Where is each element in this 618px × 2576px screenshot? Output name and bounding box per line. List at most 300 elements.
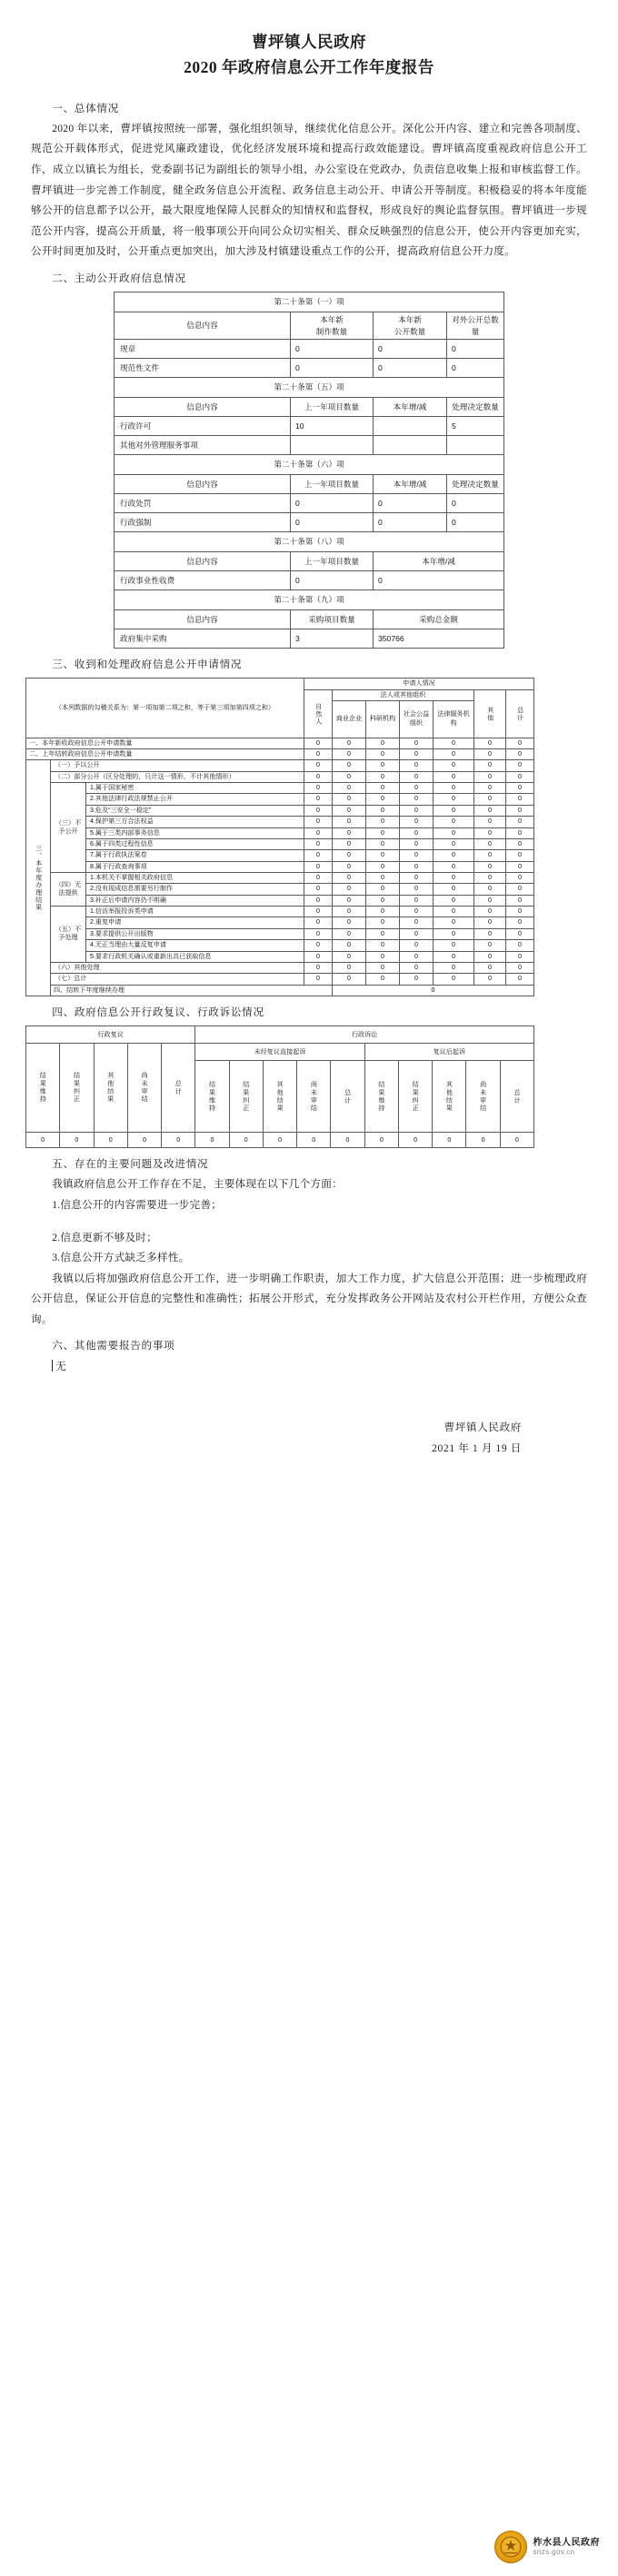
title-line-2: 2020 年政府信息公开工作年度报告 — [184, 58, 434, 77]
header-after-correct: 结果纠正 — [398, 1061, 432, 1133]
cell-value: 0 — [333, 861, 366, 872]
cell-value: 0 — [474, 895, 506, 906]
cell-value: 0 — [374, 359, 447, 378]
cell-value: 0 — [434, 850, 474, 861]
group-title-article20-1: 第二十条第（一）项 — [115, 292, 504, 312]
cell-value: 0 — [366, 962, 400, 973]
government-emblem-icon — [494, 2531, 527, 2563]
cell-value: 0 — [434, 749, 474, 760]
table-note: （本列数据的勾稽关系为：第一项加第二项之和，等于第三项加第四项之和） — [26, 679, 304, 738]
cell-value: 0 — [506, 928, 534, 939]
cell-value: 0 — [366, 771, 400, 782]
cell-value: 0 — [506, 817, 534, 827]
row-label: 5.属于三类内部事务信息 — [86, 827, 304, 838]
table-row — [115, 359, 504, 378]
cell-value: 350766 — [374, 629, 504, 649]
cell-value: 0 — [364, 1133, 398, 1148]
row-group-this-year-results: 三、本年度办理结果 — [26, 760, 51, 996]
cell-value: 0 — [333, 749, 366, 760]
col-header-change: 本年增/减 — [374, 475, 447, 494]
header-direct-pending: 尚未审结 — [297, 1061, 331, 1133]
cell-value: 0 — [400, 838, 434, 849]
header-direct-total: 总计 — [331, 1061, 364, 1133]
cell-value: 0 — [331, 1133, 364, 1148]
cell-value: 0 — [297, 1133, 331, 1148]
row-label: 规章 — [115, 340, 291, 359]
cell-value: 0 — [400, 738, 434, 748]
signature-block — [31, 1417, 587, 1459]
cell-value: 0 — [333, 962, 366, 973]
cell-value: 0 — [400, 771, 434, 782]
cell-value: 0 — [506, 760, 534, 771]
section-5-item-3: 3.信息公开方式缺乏多样性。 — [52, 1252, 190, 1264]
section-4-heading: 四、政府信息公开行政复议、行政诉讼情况 — [52, 1006, 264, 1018]
cell-value: 0 — [304, 749, 333, 760]
table-row — [115, 532, 504, 552]
header-direct-litigation: 未经复议直接起诉 — [195, 1044, 364, 1061]
table-row — [115, 417, 504, 436]
cell-value: 0 — [506, 940, 534, 951]
cell-value — [447, 436, 504, 455]
header-review-correct: 结果纠正 — [60, 1044, 94, 1133]
table-row — [26, 805, 534, 816]
cell-value: 0 — [506, 794, 534, 805]
cell-value: 0 — [474, 917, 506, 928]
cell-value: 0 — [366, 805, 400, 816]
cell-value: 0 — [333, 974, 366, 985]
col-header-change: 本年增/减 — [374, 398, 447, 417]
table-row — [115, 292, 504, 312]
header-administrative-litigation: 行政诉讼 — [195, 1026, 534, 1044]
col-header-new-disclosed — [374, 312, 447, 340]
cell-value: 0 — [162, 1133, 195, 1148]
cell-value: 0 — [304, 805, 333, 816]
cell-value: 0 — [506, 951, 534, 962]
cell-value: 0 — [304, 974, 333, 985]
cell-value: 0 — [506, 861, 534, 872]
cell-value: 0 — [433, 1133, 466, 1148]
cell-value: 0 — [434, 951, 474, 962]
cell-value: 0 — [94, 1133, 127, 1148]
cell-value: 0 — [400, 928, 434, 939]
cell-value: 0 — [60, 1133, 94, 1148]
group-title-article20-6: 第二十条第（六）项 — [115, 455, 504, 475]
cell-value: 0 — [366, 974, 400, 985]
cell-value: 0 — [304, 817, 333, 827]
cell-value: 0 — [333, 805, 366, 816]
header-legal-entity: 法人或其他组织 — [333, 689, 474, 700]
cell-value: 0 — [474, 951, 506, 962]
cell-value: 0 — [434, 771, 474, 782]
cell-value: 0 — [400, 794, 434, 805]
cell-value: 0 — [333, 884, 366, 895]
cell-value: 0 — [434, 817, 474, 827]
cell-value: 0 — [333, 817, 366, 827]
cell-value: 0 — [304, 951, 333, 962]
table-row — [26, 760, 534, 771]
table-row — [26, 861, 534, 872]
cell-value: 0 — [366, 951, 400, 962]
cell-value: 0 — [474, 771, 506, 782]
row-label: 3.补正后申请内容仍不明确 — [86, 895, 304, 906]
row-label-subtotal: （七）总计 — [51, 974, 304, 985]
cell-value: 0 — [366, 738, 400, 748]
header-direct-uphold: 结果维持 — [195, 1061, 229, 1133]
cell-value: 0 — [291, 340, 374, 359]
cell-value: 0 — [366, 749, 400, 760]
table-row — [115, 552, 504, 571]
table-row — [26, 794, 534, 805]
table-row — [26, 962, 534, 973]
cell-value: 0 — [474, 838, 506, 849]
table-row — [26, 907, 534, 917]
cell-value: 0 — [506, 884, 534, 895]
cell-value: 0 — [447, 513, 504, 532]
cell-value: 0 — [374, 571, 504, 590]
cell-value: 3 — [291, 629, 374, 649]
cell-value: 10 — [291, 417, 374, 436]
group-title-article20-5: 第二十条第（五）项 — [115, 378, 504, 398]
cell-value: 0 — [333, 951, 366, 962]
row-group-not-processed: （五）不予处理 — [51, 907, 86, 963]
row-group-unable-to-provide: （四）无法提供 — [51, 872, 86, 906]
table-row — [26, 884, 534, 895]
header-total: 总计 — [506, 689, 534, 738]
col-header-prev-year: 上一年项目数量 — [291, 475, 374, 494]
cell-value: 0 — [474, 738, 506, 748]
cell-value: 0 — [400, 884, 434, 895]
cell-value: 0 — [400, 783, 434, 794]
row-label: 1.信访举报投诉类申请 — [86, 907, 304, 917]
cell-value: 0 — [434, 907, 474, 917]
table-row — [26, 917, 534, 928]
cell-value: 0 — [400, 760, 434, 771]
cell-value: 0 — [474, 940, 506, 951]
table-row — [26, 771, 534, 782]
cell-value: 0 — [366, 940, 400, 951]
cell-value: 0 — [366, 917, 400, 928]
table-row — [26, 928, 534, 939]
section-5-closing: 我镇以后将加强政府信息公开工作，进一步明确工作职责，加大工作力度，扩大信息公开范围；进一步梳理政府公开信息，保证公开信息的完整性和准确性；拓展公开形式，充分发挥政务公开网站及农村公开栏作用，方便公众查询。 — [31, 1272, 587, 1325]
table-row — [26, 838, 534, 849]
cell-value: 0 — [474, 817, 506, 827]
cell-value: 0 — [434, 760, 474, 771]
spacer — [31, 1216, 587, 1228]
section-1-heading: 一、总体情况 — [52, 102, 119, 114]
cell-value: 0 — [474, 861, 506, 872]
cell-value: 0 — [474, 884, 506, 895]
row-label-other-handling: （六）其他处理 — [51, 962, 304, 973]
cell-value: 0 — [291, 513, 374, 532]
cell-value: 0 — [400, 805, 434, 816]
cell-value: 0 — [506, 738, 534, 748]
cell-value: 0 — [400, 749, 434, 760]
row-label: 行政处罚 — [115, 494, 291, 513]
cell-value: 0 — [474, 974, 506, 985]
cell-value: 0 — [333, 895, 366, 906]
header-review-uphold: 结果维持 — [26, 1044, 60, 1133]
cell-value: 0 — [434, 974, 474, 985]
cell-value: 0 — [26, 1133, 60, 1148]
col-header-total-disclosed: 对外公开总数量 — [447, 312, 504, 340]
section-2-heading: 二、主动公开政府信息情况 — [52, 272, 186, 285]
table-row — [115, 378, 504, 398]
row-label-new-received: 一、本年新收政府信息公开申请数量 — [26, 738, 304, 748]
cell-value: 0 — [374, 340, 447, 359]
cell-value: 0 — [304, 861, 333, 872]
table-disclosure-requests — [25, 678, 534, 996]
cell-value: 0 — [474, 850, 506, 861]
cell-value: 0 — [400, 861, 434, 872]
col-header-info-content: 信息内容 — [115, 610, 291, 629]
col-header-prev-year: 上一年项目数量 — [291, 398, 374, 417]
row-label: 8.属于行政查询事项 — [86, 861, 304, 872]
col-header-info-content: 信息内容 — [115, 475, 291, 494]
cell-value: 0 — [333, 940, 366, 951]
row-label-carry-next-year: 四、结转下年度继续办理 — [51, 985, 333, 996]
cell-value: 0 — [263, 1133, 296, 1148]
section-5-intro: 我镇政府信息公开工作存在不足，主要体现在以下几个方面： — [52, 1178, 343, 1191]
cell-value: 0 — [400, 974, 434, 985]
cell-value: 0 — [229, 1133, 263, 1148]
cell-value: 0 — [506, 850, 534, 861]
section-5-item-2: 2.信息更新不够及时； — [52, 1231, 157, 1243]
cell-value: 0 — [434, 783, 474, 794]
cell-value: 0 — [400, 951, 434, 962]
cell-value: 0 — [506, 907, 534, 917]
cell-value: 0 — [374, 494, 447, 513]
col-header-decisions: 处理决定数量 — [447, 398, 504, 417]
group-title-article20-9: 第二十条第（九）项 — [115, 590, 504, 610]
row-label: 其他对外管理服务事项 — [115, 436, 291, 455]
table-row — [26, 749, 534, 760]
cell-value: 0 — [400, 817, 434, 827]
cell-value: 0 — [366, 760, 400, 771]
table-row — [26, 940, 534, 951]
cell-value: 0 — [366, 794, 400, 805]
cell-value: 0 — [333, 850, 366, 861]
table-row — [26, 951, 534, 962]
col-header-info-content: 信息内容 — [115, 398, 291, 417]
header-after-uphold: 结果维持 — [364, 1061, 398, 1133]
section-6-value: 无 — [55, 1360, 67, 1372]
cell-value: 0 — [366, 827, 400, 838]
cell-value: 0 — [333, 783, 366, 794]
cell-value: 0 — [398, 1133, 432, 1148]
cell-value: 0 — [506, 917, 534, 928]
cell-value — [291, 436, 374, 455]
cell-value: 0 — [333, 838, 366, 849]
col-header-purchase-amount: 采购总金额 — [374, 610, 504, 629]
table-row — [26, 738, 534, 748]
cell-value: 0 — [333, 917, 366, 928]
col-header-line1: 本年新 — [320, 315, 344, 325]
row-label: 4.保护第三方合法权益 — [86, 817, 304, 827]
table-row — [26, 827, 534, 838]
row-label: 1.本机关不掌握相关政府信息 — [86, 872, 304, 883]
cell-value: 0 — [506, 749, 534, 760]
header-business-enterprise: 商业企业 — [333, 701, 366, 738]
cell-value — [374, 436, 447, 455]
cell-value: 0 — [434, 962, 474, 973]
cell-value-carry-next-year: 0 — [333, 985, 534, 996]
cell-value: 0 — [374, 513, 447, 532]
cell-value: 0 — [434, 917, 474, 928]
cell-value: 0 — [434, 928, 474, 939]
cell-value: 0 — [474, 872, 506, 883]
table-row — [115, 312, 504, 340]
row-label: 政府集中采购 — [115, 629, 291, 649]
cell-value: 0 — [333, 760, 366, 771]
cell-value: 0 — [400, 940, 434, 951]
cell-value: 0 — [506, 872, 534, 883]
cell-value: 0 — [434, 838, 474, 849]
table-proactive-disclosure — [114, 292, 504, 649]
cell-value: 0 — [291, 359, 374, 378]
header-administrative-review: 行政复议 — [26, 1026, 195, 1044]
col-header-prev-year: 上一年项目数量 — [291, 552, 374, 571]
cell-value: 0 — [333, 928, 366, 939]
col-header-info-content: 信息内容 — [115, 312, 291, 340]
cell-value: 0 — [474, 928, 506, 939]
cell-value: 0 — [366, 861, 400, 872]
cell-value: 0 — [434, 861, 474, 872]
cell-value: 0 — [506, 974, 534, 985]
site-name-cn: 柞水县人民政府 — [533, 2537, 600, 2548]
cell-value: 0 — [304, 940, 333, 951]
cell-value: 0 — [333, 794, 366, 805]
cell-value: 0 — [195, 1133, 229, 1148]
table-row — [115, 513, 504, 532]
cell-value: 0 — [400, 917, 434, 928]
table-row — [26, 872, 534, 883]
row-label: 3.要求提供公开出版物 — [86, 928, 304, 939]
table-row — [115, 494, 504, 513]
cell-value: 0 — [474, 783, 506, 794]
cell-value: 0 — [366, 928, 400, 939]
cell-value: 0 — [304, 794, 333, 805]
section-5-heading: 五、存在的主要问题及改进情况 — [52, 1158, 209, 1171]
cell-value: 0 — [434, 872, 474, 883]
cell-value: 0 — [333, 738, 366, 748]
header-after-total: 总计 — [500, 1061, 533, 1133]
table-row — [26, 1026, 534, 1044]
row-label: 5.要求行政机关确认或重新出具已获取信息 — [86, 951, 304, 962]
cell-value: 0 — [291, 571, 374, 590]
cell-value: 0 — [447, 340, 504, 359]
table-row — [26, 817, 534, 827]
table-row — [115, 340, 504, 359]
cell-value: 0 — [434, 738, 474, 748]
header-post-review-litigation: 复议后起诉 — [364, 1044, 533, 1061]
row-label: 2.没有现成信息需要另行制作 — [86, 884, 304, 895]
col-header-line1: 本年新 — [398, 315, 422, 325]
col-header-purchase-count: 采购项目数量 — [291, 610, 374, 629]
table-row — [26, 985, 534, 996]
cell-value: 0 — [434, 827, 474, 838]
row-label-carried-over: 二、上年结转政府信息公开申请数量 — [26, 749, 304, 760]
site-domain: snzs.gov.cn — [533, 2548, 575, 2557]
header-legal-service-org: 法律服务机构 — [434, 701, 474, 738]
section-6-body — [31, 1357, 587, 1378]
cell-value: 0 — [366, 817, 400, 827]
header-after-other: 其他结果 — [433, 1061, 466, 1133]
cell-value: 0 — [366, 884, 400, 895]
cell-value: 0 — [474, 907, 506, 917]
header-after-pending: 尚未审结 — [466, 1061, 500, 1133]
cell-value: 0 — [506, 783, 534, 794]
cell-value: 0 — [304, 962, 333, 973]
cell-value: 0 — [400, 827, 434, 838]
title-line-1: 曹坪镇人民政府 — [252, 33, 366, 51]
table-row — [26, 895, 534, 906]
col-header-new-produced — [291, 312, 374, 340]
cell-value: 0 — [447, 359, 504, 378]
cell-value: 0 — [400, 872, 434, 883]
signature-date: 2021 年 1 月 19 日 — [432, 1442, 522, 1455]
cell-value: 0 — [304, 850, 333, 861]
header-natural-person: 自然人 — [304, 689, 333, 738]
cell-value: 0 — [304, 895, 333, 906]
cell-value: 0 — [333, 771, 366, 782]
page-title — [31, 29, 587, 81]
section-3-heading: 三、收到和处理政府信息公开申请情况 — [52, 659, 243, 671]
cell-value: 0 — [506, 805, 534, 816]
cell-value: 0 — [506, 771, 534, 782]
section-5-item-1: 1.信息公开的内容需要进一步完善； — [52, 1198, 223, 1211]
cell-value: 0 — [506, 838, 534, 849]
table-row — [115, 590, 504, 610]
cell-value: 0 — [366, 838, 400, 849]
cell-value: 0 — [291, 494, 374, 513]
cell-value: 0 — [506, 962, 534, 973]
cell-value: 0 — [333, 907, 366, 917]
col-header-decisions: 处理决定数量 — [447, 475, 504, 494]
table-row — [115, 455, 504, 475]
cell-value: 0 — [127, 1133, 161, 1148]
row-label: 2.重复申请 — [86, 917, 304, 928]
row-group-not-disclosed: （三）不予公开 — [51, 783, 86, 873]
cell-value: 0 — [434, 884, 474, 895]
col-header-line2: 公开数量 — [394, 326, 426, 336]
col-header-line2: 制作数量 — [315, 326, 348, 336]
row-label: 6.属于四类过程性信息 — [86, 838, 304, 849]
cell-value: 0 — [304, 907, 333, 917]
cell-value: 0 — [366, 895, 400, 906]
cell-value: 0 — [474, 794, 506, 805]
cell-value: 0 — [400, 907, 434, 917]
cell-value: 0 — [304, 827, 333, 838]
cell-value: 0 — [366, 872, 400, 883]
table-row — [26, 850, 534, 861]
cell-value: 0 — [400, 850, 434, 861]
group-title-article20-8: 第二十条第（八）项 — [115, 532, 504, 552]
cell-value: 0 — [304, 760, 333, 771]
cell-value: 0 — [474, 749, 506, 760]
cell-value: 0 — [304, 928, 333, 939]
cell-value: 0 — [434, 940, 474, 951]
cell-value: 0 — [366, 783, 400, 794]
header-applicant-situation: 申请人情况 — [304, 679, 534, 689]
cell-value: 0 — [333, 827, 366, 838]
header-direct-correct: 结果纠正 — [229, 1061, 263, 1133]
cell-value: 0 — [304, 771, 333, 782]
cell-value: 0 — [400, 962, 434, 973]
cell-value: 0 — [366, 907, 400, 917]
cell-value: 0 — [304, 838, 333, 849]
row-label: 规范性文件 — [115, 359, 291, 378]
section-6-heading: 六、其他需要报告的事项 — [52, 1340, 175, 1352]
